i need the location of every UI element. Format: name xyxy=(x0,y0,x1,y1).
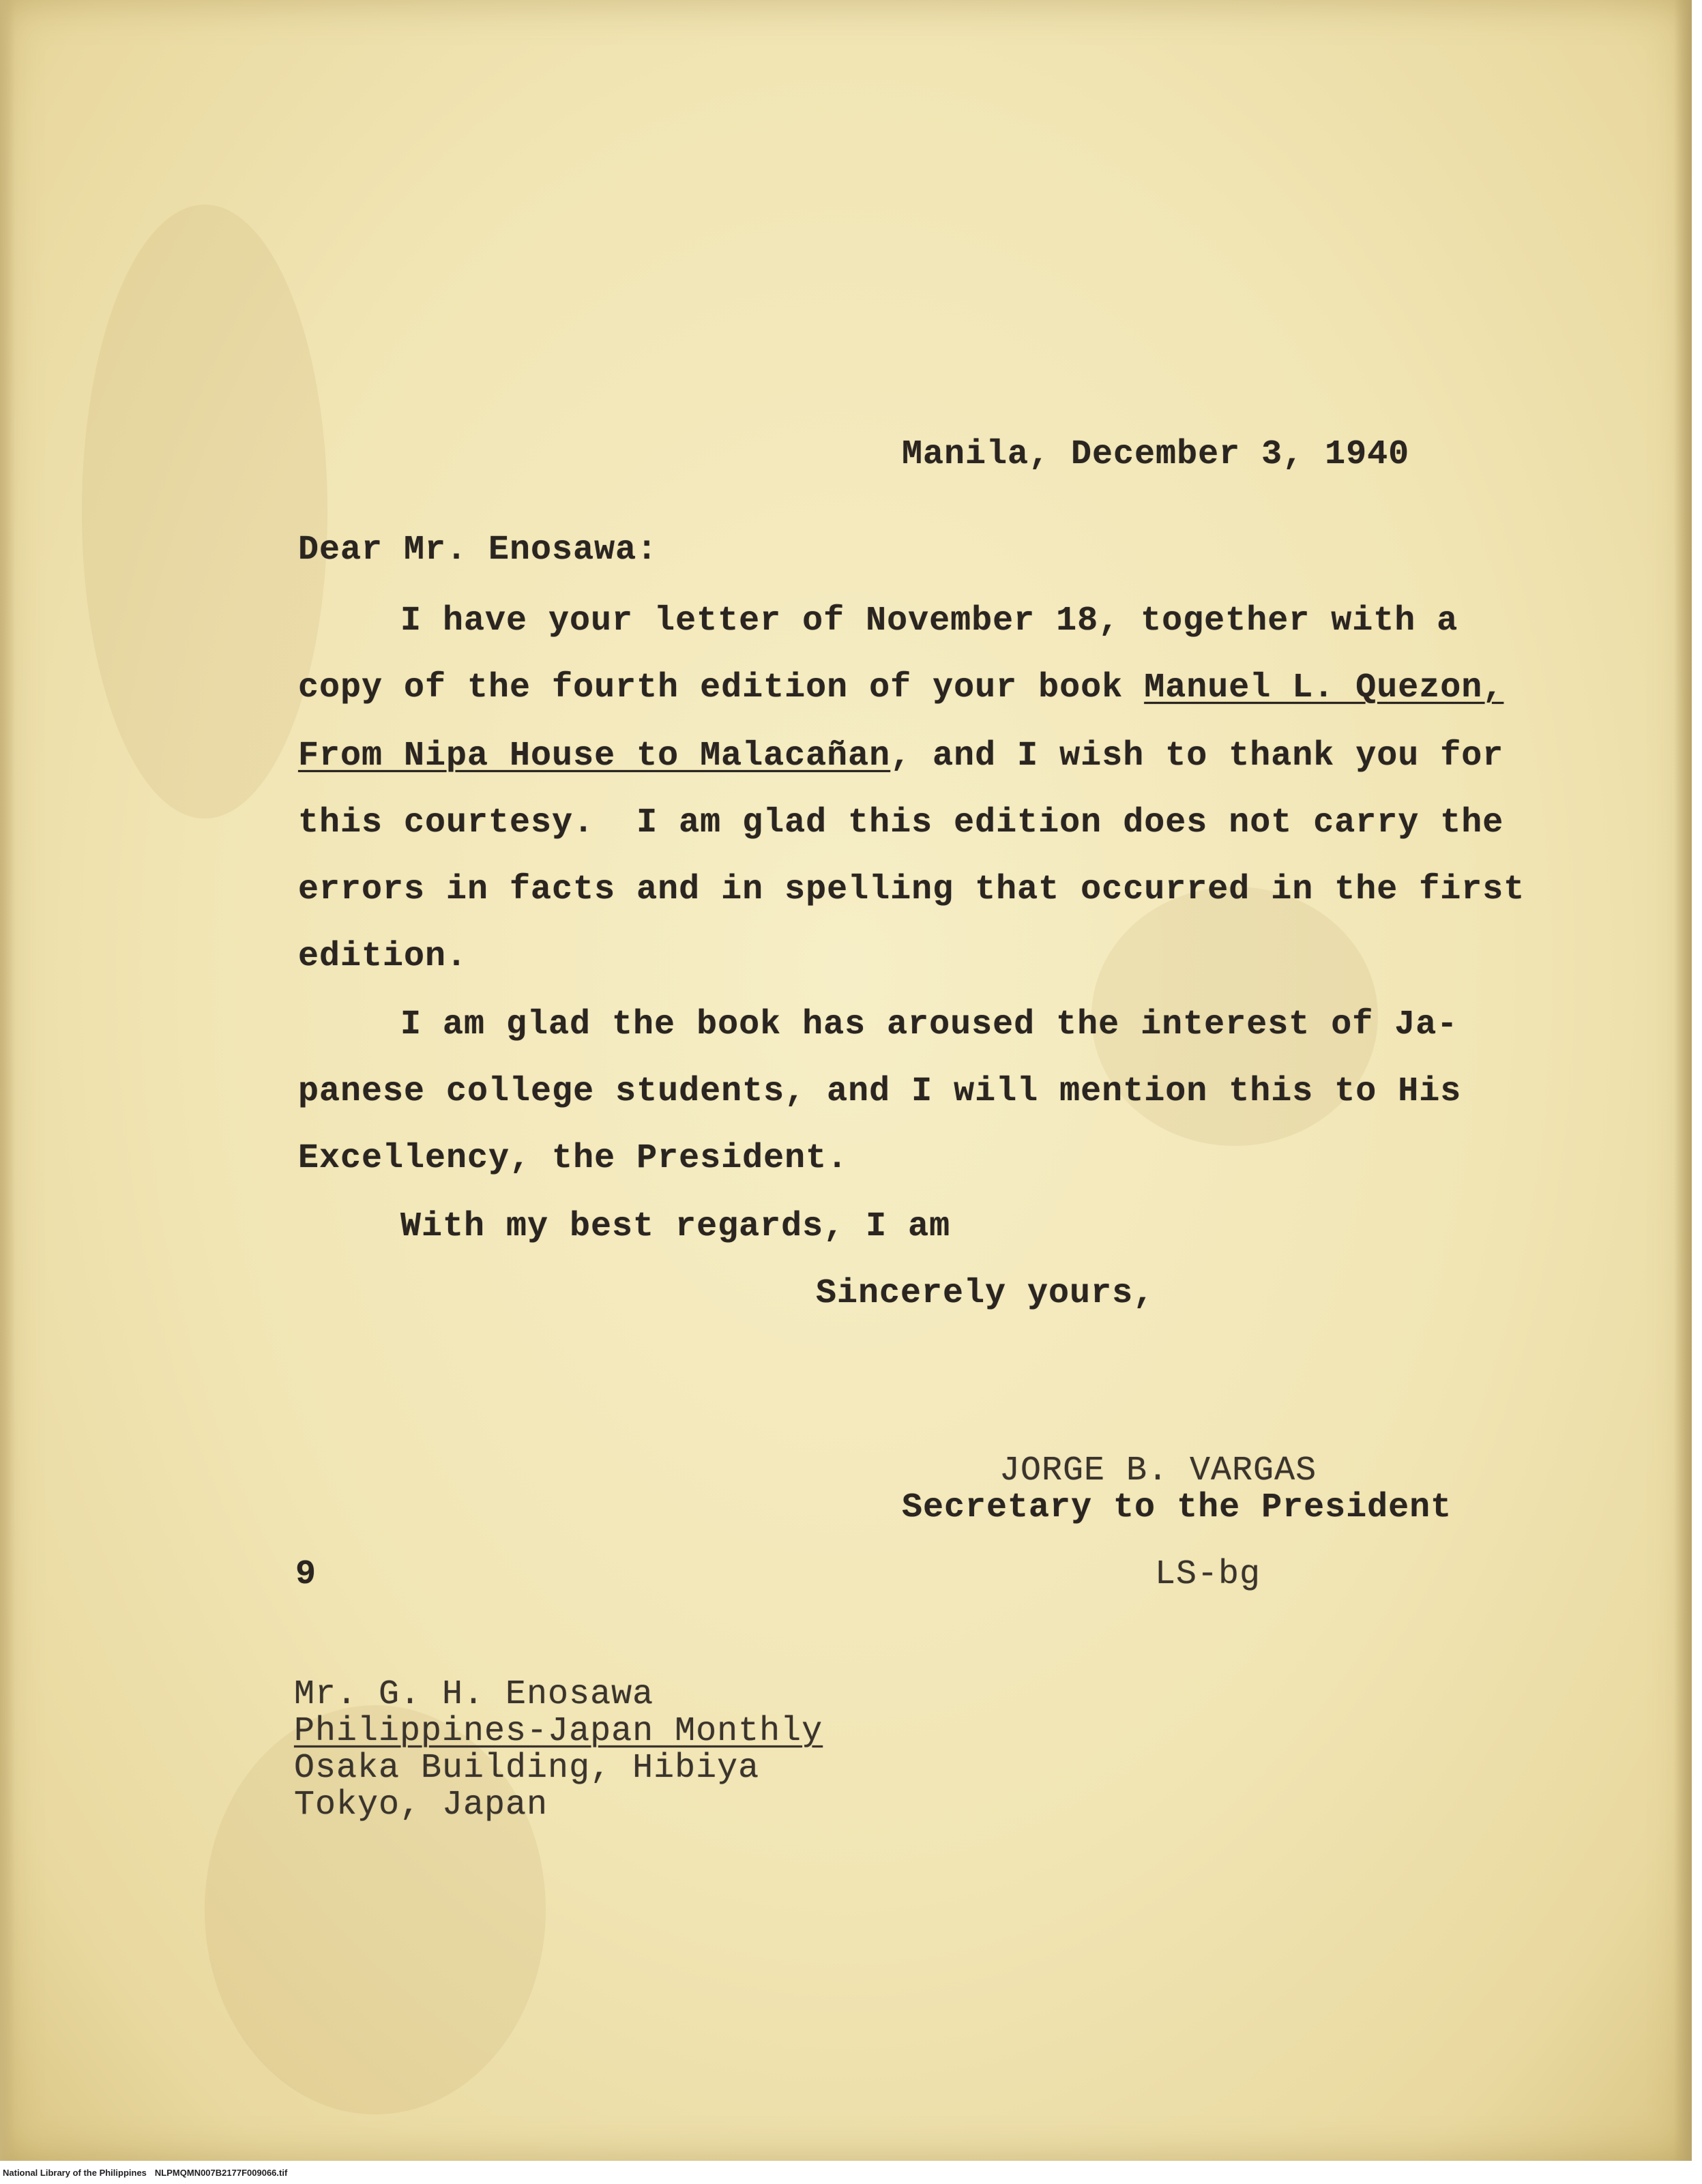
salutation: Dear Mr. Enosawa: xyxy=(298,531,658,570)
paragraph1-line3 xyxy=(298,737,1504,776)
paragraph1-line4: this courtesy. I am glad this edition does not carry the xyxy=(298,803,1504,842)
closing-line: With my best regards, I am xyxy=(400,1207,951,1246)
book-title-part1: Manuel L. Quezon, xyxy=(1144,668,1504,707)
paper-edge-right xyxy=(1674,0,1692,2161)
paper-edge-left xyxy=(0,0,15,2161)
paragraph1-line6: edition. xyxy=(298,937,468,976)
footer-file-code: NLPMQMN007B2177F009066.tif xyxy=(154,2168,288,2178)
paragraph2-line3: Excellency, the President. xyxy=(298,1139,849,1178)
recipient-address-line2: Tokyo, Japan xyxy=(294,1786,548,1825)
scan-footer xyxy=(3,2168,287,2178)
recipient-name: Mr. G. H. Enosawa xyxy=(294,1675,654,1714)
paper-stain xyxy=(82,205,327,818)
paragraph1-line5: errors in facts and in spelling that occurred in the first xyxy=(298,870,1525,909)
paragraph1-line2-text: copy of the fourth edition of your book xyxy=(298,668,1145,707)
date-line: Manila, December 3, 1940 xyxy=(902,435,1410,474)
paragraph2-line2: panese college students, and I will mention this to His xyxy=(298,1072,1462,1111)
paragraph2-line1: I am glad the book has aroused the interest of Ja- xyxy=(400,1005,1458,1044)
recipient-publication: Philippines-Japan Monthly xyxy=(294,1712,823,1751)
paragraph1-line3-text: , and I wish to thank you for xyxy=(890,737,1504,776)
reference-initials: LS-bg xyxy=(1155,1555,1261,1594)
complimentary-close: Sincerely yours, xyxy=(816,1274,1155,1313)
paragraph1-line2 xyxy=(298,668,1504,707)
recipient-address-line1: Osaka Building, Hibiya xyxy=(294,1749,760,1788)
book-title-part2: From Nipa House to Malacañan xyxy=(298,737,891,776)
paragraph1-line1: I have your letter of November 18, together with a xyxy=(400,602,1458,640)
signatory-title: Secretary to the President xyxy=(902,1488,1452,1527)
page-mark: 9 xyxy=(295,1555,317,1594)
signatory-name: JORGE B. VARGAS xyxy=(999,1451,1317,1490)
footer-institution: National Library of the Philippines xyxy=(3,2168,147,2178)
